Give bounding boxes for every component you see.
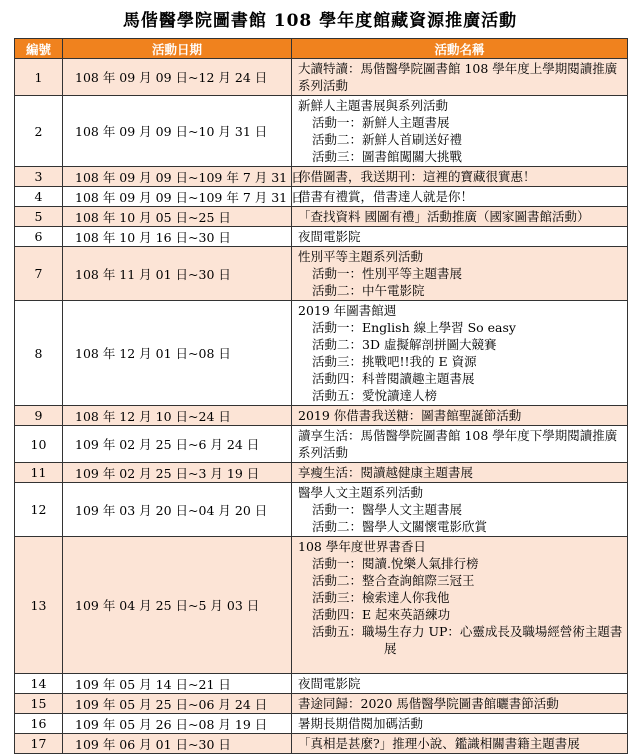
row-id: 2 [15,96,63,167]
row-id: 12 [15,483,63,537]
table-row [15,426,628,463]
row-activity [292,167,628,187]
sub-activity: 活動一：English 線上學習 So easy [312,320,516,335]
row-id: 7 [15,247,63,301]
events-table [14,38,628,754]
row-date: 109 年 05 月 25 日~06 月 24 日 [63,694,292,714]
activity-title: 夜間電影院 [298,229,361,244]
row-id: 11 [15,463,63,483]
table-row [15,207,628,227]
row-activity [292,207,628,227]
sub-activity: 活動一：醫學人文主題書展 [312,502,463,517]
activity-title: 2019 你借書我送糖：圖書館聖誕節活動 [298,408,522,423]
sub-activity: 活動三：檢索達人你我他 [312,590,450,605]
row-date: 108 年 09 月 09 日~12 月 24 日 [63,59,292,96]
row-date: 108 年 09 月 09 日~109 年 7 月 31 日 [63,167,292,187]
row-date: 109 年 02 月 25 日~6 月 24 日 [63,426,292,463]
activity-title: 夜間電影院 [298,676,361,691]
activity-title: 你借圖書，我送期刊：這裡的寶藏很實惠！ [298,169,536,184]
page-title: 馬偕醫學院圖書館 108 學年度館藏資源推廣活動 [122,11,518,31]
table-row [15,187,628,207]
table-row [15,227,628,247]
sub-activity: 活動二：整合查詢館際三冠王 [312,573,475,588]
row-activity [292,59,628,96]
table-row [15,301,628,406]
activity-title: 2019 年圖書館週 [298,303,397,318]
activity-title: 暑期長期借閱加碼活動 [298,716,424,731]
activity-title: 借書有禮賞，借書達人就是你！ [298,189,474,204]
activity-title: 醫學人文主題系列活動 [298,485,424,500]
sub-activity: 活動一：性別平等主題書展 [312,266,463,281]
row-id: 3 [15,167,63,187]
activity-title: 「查找資料 國圖有禮」活動推廣（國家圖書館活動） [298,209,590,224]
row-date: 108 年 12 月 01 日~08 日 [63,301,292,406]
table-row [15,247,628,301]
sub-activity: 活動二：3D 虛擬解剖拼圖大競賽 [312,337,497,352]
row-activity [292,694,628,714]
row-id: 9 [15,406,63,426]
table-row [15,734,628,754]
activity-title: 大讀特讀：馬偕醫學院圖書館 108 學年度上學期閱讀推廣系列活動 [298,61,618,93]
table-row [15,463,628,483]
row-activity [292,426,628,463]
row-id: 1 [15,59,63,96]
header-id: 編號 [15,39,63,59]
table-row [15,483,628,537]
sub-activity: 活動二：醫學人文關懷電影欣賞 [312,519,488,534]
table-row [15,406,628,426]
header-row [15,39,628,59]
row-activity [292,463,628,483]
header-name: 活動名稱 [292,39,628,59]
row-id: 17 [15,734,63,754]
row-date: 109 年 03 月 20 日~04 月 20 日 [63,483,292,537]
header-date: 活動日期 [63,39,292,59]
sub-activity: 活動四：E 起來英語練功 [312,607,451,622]
row-activity [292,227,628,247]
row-activity [292,483,628,537]
row-id: 14 [15,674,63,694]
row-date: 108 年 09 月 09 日~10 月 31 日 [63,96,292,167]
sub-activity: 活動二：新鮮人首刷送好禮 [312,132,463,147]
row-date: 109 年 05 月 14 日~21 日 [63,674,292,694]
table-header [15,39,628,59]
activity-title: 108 學年度世界書香日 [298,539,426,554]
row-id: 5 [15,207,63,227]
row-activity [292,714,628,734]
activity-title: 新鮮人主題書展與系列活動 [298,98,449,113]
activity-title: 書途同歸：2020 馬偕醫學院圖書館曬書節活動 [298,696,559,711]
sub-activity: 活動三：圖書館闖關大挑戰 [312,149,463,164]
table-row [15,674,628,694]
row-date: 108 年 10 月 05 日~25 日 [63,207,292,227]
row-id: 10 [15,426,63,463]
row-activity [292,674,628,694]
row-id: 13 [15,537,63,674]
row-date: 109 年 04 月 25 日~5 月 03 日 [63,537,292,674]
row-date: 109 年 02 月 25 日~3 月 19 日 [63,463,292,483]
row-date: 108 年 11 月 01 日~30 日 [63,247,292,301]
row-date: 108 年 10 月 16 日~30 日 [63,227,292,247]
row-activity [292,537,628,674]
sub-activity: 活動五：愛悅讀達人榜 [312,388,438,403]
row-activity [292,96,628,167]
row-date: 108 年 09 月 09 日~109 年 7 月 31 日 [63,187,292,207]
row-date: 109 年 06 月 01 日~30 日 [63,734,292,754]
row-activity [292,734,628,754]
row-date: 108 年 12 月 10 日~24 日 [63,406,292,426]
sub-activity: 活動三：挑戰吧!!我的 E 資源 [312,354,477,369]
row-id: 8 [15,301,63,406]
table-row [15,59,628,96]
table-row [15,167,628,187]
row-activity [292,301,628,406]
table-row [15,694,628,714]
activity-title: 性別平等主題系列活動 [298,249,424,264]
activity-title: 享瘦生活：閱讀越健康主題書展 [298,465,474,480]
row-id: 6 [15,227,63,247]
sub-activity: 活動五：職場生存力 UP：心靈成長及職場經營術主題書展 [312,624,623,656]
row-id: 4 [15,187,63,207]
table-row [15,96,628,167]
sub-activity: 活動四：科普閱讀趣主題書展 [312,371,475,386]
sub-activity: 活動一：閱讀.悅樂人氣排行榜 [312,556,479,571]
table-row [15,537,628,674]
row-id: 15 [15,694,63,714]
row-activity [292,406,628,426]
sub-activity: 活動一：新鮮人主題書展 [312,115,450,130]
table-body [15,59,628,754]
activity-title: 「真相是甚麼?」推理小說、鑑識相關書籍主題書展 [298,736,580,751]
sub-activity: 活動二：中午電影院 [312,283,425,298]
row-activity [292,187,628,207]
table-row [15,714,628,734]
row-date: 109 年 05 月 26 日~08 月 19 日 [63,714,292,734]
row-id: 16 [15,714,63,734]
activity-title: 讀享生活：馬偕醫學院圖書館 108 學年度下學期閱讀推廣系列活動 [298,428,618,460]
row-activity [292,247,628,301]
